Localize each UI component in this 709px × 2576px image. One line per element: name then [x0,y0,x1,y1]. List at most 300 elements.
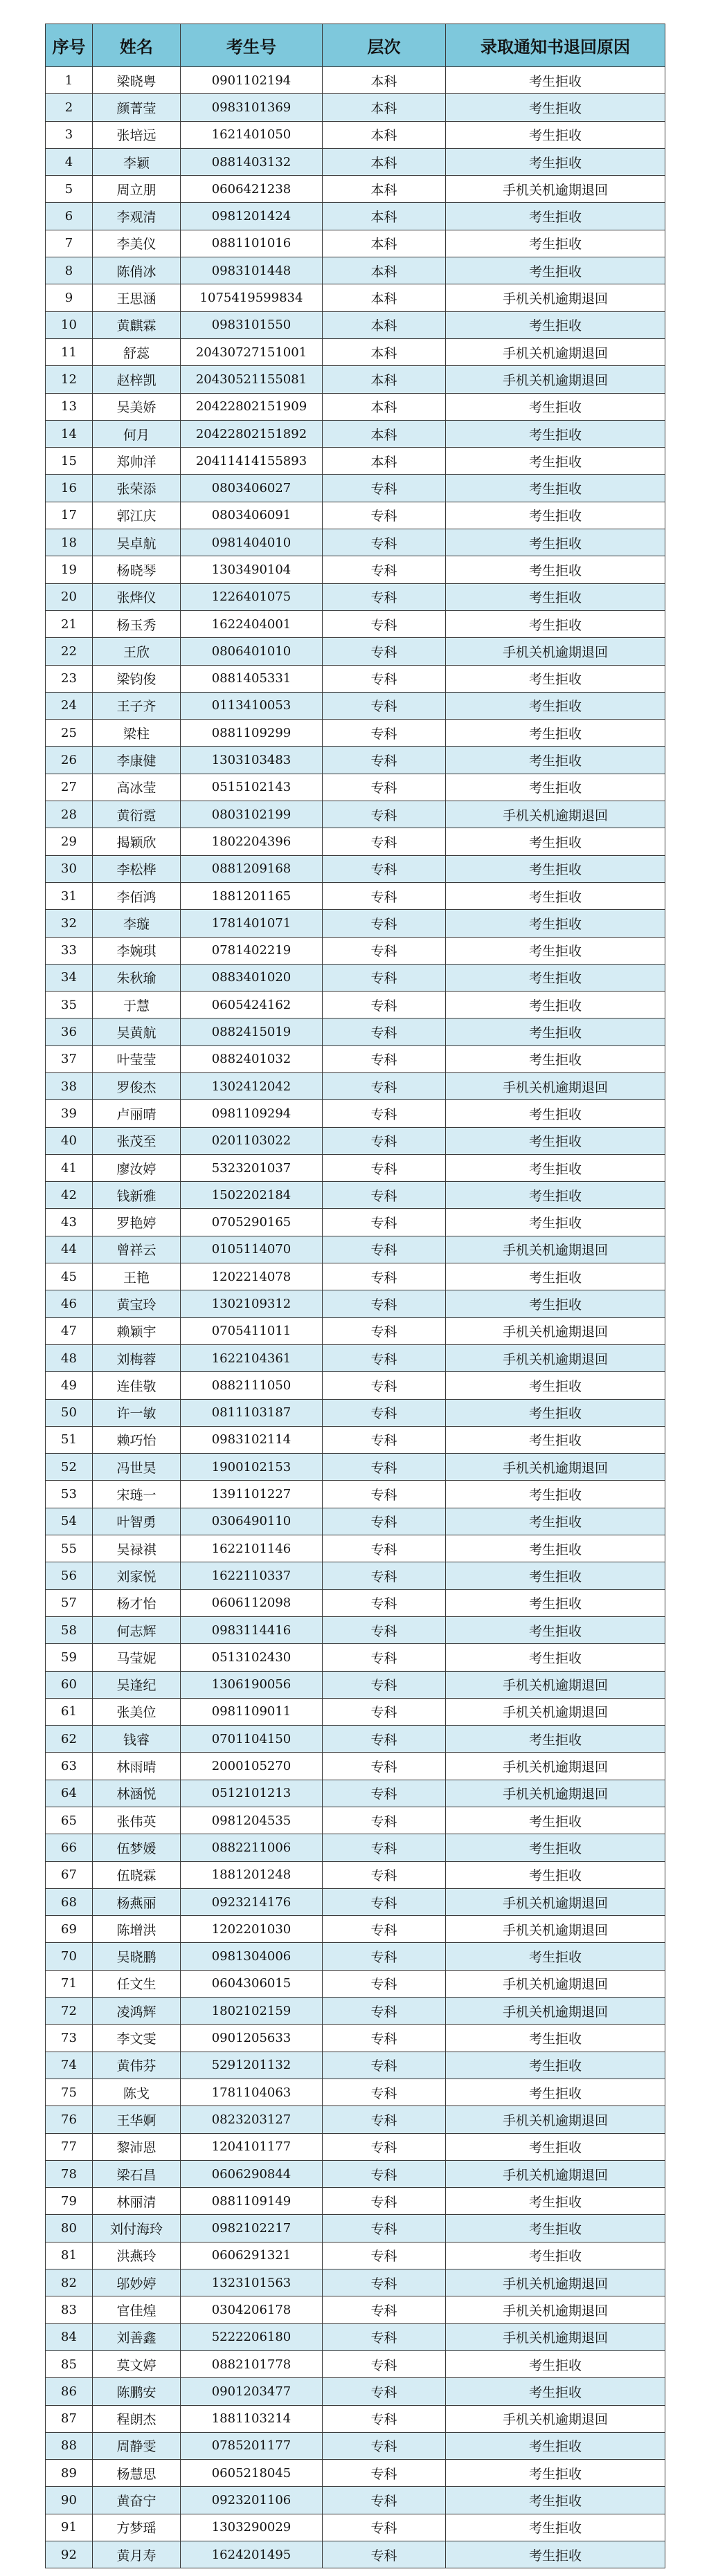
cell-level: 本科 [323,257,446,284]
table-row [46,284,665,311]
cell-name: 陈俏冰 [93,257,181,284]
cell-return-reason: 考生拒收 [446,2432,665,2459]
cell-return-reason: 考生拒收 [446,1481,665,1508]
cell-candidate-number: 1303490104 [181,556,323,583]
cell-level: 本科 [323,393,446,420]
cell-serial-number: 57 [46,1589,93,1616]
table-row [46,747,665,774]
cell-level: 专科 [323,1508,446,1535]
cell-return-reason: 考生拒收 [446,1943,665,1970]
table-row [46,1072,665,1099]
cell-name: 叶莹莹 [93,1045,181,1072]
table-row [46,2378,665,2405]
cell-name: 赖颖宇 [93,1317,181,1344]
cell-serial-number: 54 [46,1508,93,1535]
cell-return-reason: 考生拒收 [446,448,665,475]
cell-return-reason: 考生拒收 [446,1807,665,1834]
table-row [46,2242,665,2269]
cell-level: 专科 [323,1290,446,1317]
cell-candidate-number: 0882211006 [181,1834,323,1861]
cell-name: 黄麒霖 [93,311,181,338]
cell-level: 专科 [323,2106,446,2133]
cell-name: 梁石昌 [93,2160,181,2187]
cell-return-reason: 手机关机逾期退回 [446,176,665,203]
cell-return-reason: 手机关机逾期退回 [446,2106,665,2133]
cell-serial-number: 15 [46,448,93,475]
table-row [46,2106,665,2133]
cell-level: 专科 [323,910,446,937]
header-return-reason: 录取通知书退回原因 [446,24,665,67]
cell-candidate-number: 20422802151892 [181,420,323,447]
cell-serial-number: 75 [46,2079,93,2105]
cell-candidate-number: 0823203127 [181,2106,323,2133]
cell-serial-number: 53 [46,1481,93,1508]
cell-serial-number: 56 [46,1562,93,1589]
cell-candidate-number: 0705290165 [181,1209,323,1236]
cell-serial-number: 79 [46,2188,93,2215]
cell-serial-number: 6 [46,203,93,230]
cell-return-reason: 手机关机逾期退回 [446,638,665,665]
table-row [46,1290,665,1317]
cell-level: 专科 [323,774,446,801]
table-header [46,24,665,67]
cell-candidate-number: 0983102114 [181,1426,323,1453]
cell-candidate-number: 1306190056 [181,1671,323,1698]
cell-level: 专科 [323,2079,446,2105]
cell-return-reason: 考生拒收 [446,828,665,855]
cell-serial-number: 67 [46,1861,93,1888]
cell-candidate-number: 1802102159 [181,1998,323,2025]
cell-level: 本科 [323,121,446,148]
cell-candidate-number: 0901102194 [181,67,323,94]
cell-candidate-number: 1502202184 [181,1182,323,1209]
cell-candidate-number: 0981201424 [181,203,323,230]
cell-level: 专科 [323,583,446,610]
cell-serial-number: 91 [46,2514,93,2541]
cell-return-reason: 考生拒收 [446,1045,665,1072]
cell-return-reason: 考生拒收 [446,720,665,747]
cell-serial-number: 50 [46,1399,93,1426]
cell-candidate-number: 0811103187 [181,1399,323,1426]
cell-name: 张伟英 [93,1807,181,1834]
cell-level: 专科 [323,1671,446,1698]
cell-name: 吴卓航 [93,529,181,556]
cell-level: 专科 [323,1154,446,1181]
cell-return-reason: 考生拒收 [446,556,665,583]
cell-candidate-number: 1303290029 [181,2514,323,2541]
header-serial-number: 序号 [46,24,93,67]
table-row [46,964,665,991]
cell-return-reason: 手机关机逾期退回 [446,1780,665,1807]
cell-level: 本科 [323,311,446,338]
cell-serial-number: 23 [46,665,93,692]
cell-return-reason: 手机关机逾期退回 [446,366,665,393]
cell-name: 伍梦媛 [93,1834,181,1861]
cell-return-reason: 考生拒收 [446,2460,665,2487]
cell-candidate-number: 0882401032 [181,1045,323,1072]
table-row [46,1508,665,1535]
cell-serial-number: 10 [46,311,93,338]
cell-name: 李观清 [93,203,181,230]
cell-candidate-number: 1881201165 [181,882,323,909]
cell-serial-number: 69 [46,1916,93,1943]
cell-level: 专科 [323,1698,446,1725]
cell-candidate-number: 0606290844 [181,2160,323,2187]
cell-serial-number: 46 [46,1290,93,1317]
cell-return-reason: 考生拒收 [446,257,665,284]
cell-serial-number: 78 [46,2160,93,2187]
cell-candidate-number: 0513102430 [181,1644,323,1671]
cell-level: 专科 [323,2133,446,2160]
cell-serial-number: 14 [46,420,93,447]
cell-name: 黄奋宁 [93,2487,181,2514]
table-row [46,1399,665,1426]
cell-level: 专科 [323,855,446,882]
cell-candidate-number: 0983101448 [181,257,323,284]
table-row [46,2296,665,2323]
cell-serial-number: 35 [46,992,93,1018]
cell-level: 本科 [323,420,446,447]
cell-return-reason: 手机关机逾期退回 [446,1753,665,1780]
cell-name: 曾祥云 [93,1236,181,1263]
table-row [46,1100,665,1127]
table-row [46,2405,665,2432]
cell-return-reason: 考生拒收 [446,1861,665,1888]
cell-name: 连佳敬 [93,1372,181,1399]
cell-serial-number: 18 [46,529,93,556]
table-row [46,529,665,556]
cell-serial-number: 83 [46,2296,93,2323]
cell-candidate-number: 0881403132 [181,148,323,175]
cell-level: 专科 [323,937,446,964]
cell-return-reason: 考生拒收 [446,311,665,338]
cell-return-reason: 考生拒收 [446,1726,665,1753]
cell-serial-number: 55 [46,1535,93,1562]
cell-return-reason: 手机关机逾期退回 [446,2160,665,2187]
cell-candidate-number: 1622110337 [181,1562,323,1589]
cell-return-reason: 考生拒收 [446,1154,665,1181]
cell-return-reason: 考生拒收 [446,583,665,610]
cell-level: 专科 [323,1072,446,1099]
cell-level: 专科 [323,610,446,637]
table-row [46,311,665,338]
cell-level: 专科 [323,1045,446,1072]
cell-level: 专科 [323,1426,446,1453]
cell-name: 李文雯 [93,2025,181,2052]
cell-level: 本科 [323,148,446,175]
cell-serial-number: 60 [46,1671,93,1698]
table-row [46,2079,665,2105]
cell-name: 颜菁莹 [93,94,181,121]
cell-return-reason: 考生拒收 [446,1589,665,1616]
cell-serial-number: 19 [46,556,93,583]
cell-candidate-number: 1622101146 [181,1535,323,1562]
cell-serial-number: 66 [46,1834,93,1861]
cell-name: 官佳煌 [93,2296,181,2323]
cell-name: 李康健 [93,747,181,774]
cell-name: 陈鹏安 [93,2378,181,2405]
cell-candidate-number: 1302109312 [181,1290,323,1317]
cell-name: 凌鸿辉 [93,1998,181,2025]
cell-level: 本科 [323,203,446,230]
cell-candidate-number: 0781402219 [181,937,323,964]
table-row [46,1698,665,1725]
cell-name: 何月 [93,420,181,447]
cell-return-reason: 考生拒收 [446,1290,665,1317]
cell-return-reason: 考生拒收 [446,2487,665,2514]
cell-name: 宋琏一 [93,1481,181,1508]
cell-level: 专科 [323,2160,446,2187]
cell-return-reason: 考生拒收 [446,964,665,991]
cell-return-reason: 手机关机逾期退回 [446,1454,665,1481]
cell-serial-number: 70 [46,1943,93,1970]
cell-level: 专科 [323,638,446,665]
cell-return-reason: 考生拒收 [446,475,665,502]
cell-name: 梁钧俊 [93,665,181,692]
table-body [46,67,665,2568]
cell-name: 李璇 [93,910,181,937]
cell-name: 张烨仪 [93,583,181,610]
cell-level: 专科 [323,1344,446,1371]
cell-return-reason: 考生拒收 [446,2188,665,2215]
cell-level: 本科 [323,176,446,203]
cell-return-reason: 考生拒收 [446,774,665,801]
cell-return-reason: 手机关机逾期退回 [446,801,665,828]
cell-return-reason: 手机关机逾期退回 [446,338,665,365]
table-row [46,1807,665,1834]
cell-serial-number: 9 [46,284,93,311]
cell-return-reason: 考生拒收 [446,937,665,964]
cell-name: 黄衍霓 [93,801,181,828]
table-row [46,1045,665,1072]
cell-name: 赖巧怡 [93,1426,181,1453]
cell-return-reason: 考生拒收 [446,747,665,774]
cell-serial-number: 2 [46,94,93,121]
cell-candidate-number: 0201103022 [181,1127,323,1154]
cell-return-reason: 手机关机逾期退回 [446,1916,665,1943]
cell-return-reason: 考生拒收 [446,1127,665,1154]
cell-name: 李颖 [93,148,181,175]
cell-return-reason: 考生拒收 [446,1644,665,1671]
table-row [46,1861,665,1888]
cell-candidate-number: 0981109294 [181,1100,323,1127]
cell-level: 专科 [323,1998,446,2025]
cell-return-reason: 考生拒收 [446,1182,665,1209]
cell-candidate-number: 0113410053 [181,692,323,719]
cell-candidate-number: 0606112098 [181,1589,323,1616]
cell-candidate-number: 1622104361 [181,1344,323,1371]
cell-name: 郑帅洋 [93,448,181,475]
table-row [46,2188,665,2215]
cell-name: 罗俊杰 [93,1072,181,1099]
cell-serial-number: 13 [46,393,93,420]
cell-name: 赵梓凯 [93,366,181,393]
table-row [46,2025,665,2052]
cell-candidate-number: 20430727151001 [181,338,323,365]
cell-level: 专科 [323,1888,446,1915]
cell-return-reason: 手机关机逾期退回 [446,1344,665,1371]
cell-level: 专科 [323,2514,446,2541]
table-row [46,2350,665,2377]
cell-candidate-number: 0883401020 [181,964,323,991]
cell-serial-number: 73 [46,2025,93,2052]
table-row [46,1236,665,1263]
cell-serial-number: 84 [46,2323,93,2350]
cell-candidate-number: 1781401071 [181,910,323,937]
cell-level: 专科 [323,1481,446,1508]
table-row [46,720,665,747]
cell-name: 梁晓粤 [93,67,181,94]
cell-serial-number: 29 [46,828,93,855]
table-row [46,1182,665,1209]
cell-name: 吴禄祺 [93,1535,181,1562]
cell-serial-number: 44 [46,1236,93,1263]
cell-name: 吴晓鹏 [93,1943,181,1970]
table-row [46,2215,665,2242]
cell-return-reason: 手机关机逾期退回 [446,1888,665,1915]
cell-level: 专科 [323,2242,446,2269]
cell-serial-number: 47 [46,1317,93,1344]
cell-return-reason: 考生拒收 [446,1100,665,1127]
cell-candidate-number: 0881405331 [181,665,323,692]
cell-return-reason: 考生拒收 [446,1834,665,1861]
cell-serial-number: 16 [46,475,93,502]
cell-level: 专科 [323,2487,446,2514]
cell-serial-number: 4 [46,148,93,175]
cell-serial-number: 48 [46,1344,93,1371]
cell-return-reason: 手机关机逾期退回 [446,1072,665,1099]
cell-return-reason: 手机关机逾期退回 [446,1698,665,1725]
cell-candidate-number: 0785201177 [181,2432,323,2459]
cell-name: 黄宝玲 [93,1290,181,1317]
cell-candidate-number: 1781104063 [181,2079,323,2105]
returned-notices-sheet [45,24,665,2568]
cell-serial-number: 42 [46,1182,93,1209]
cell-candidate-number: 0803406027 [181,475,323,502]
header-name: 姓名 [93,24,181,67]
cell-level: 专科 [323,1753,446,1780]
cell-candidate-number: 0806401010 [181,638,323,665]
cell-candidate-number: 5291201132 [181,2052,323,2079]
cell-name: 杨晓琴 [93,556,181,583]
cell-level: 专科 [323,1780,446,1807]
cell-candidate-number: 0604306015 [181,1970,323,1997]
table-row [46,2133,665,2160]
table-row [46,1834,665,1861]
cell-serial-number: 68 [46,1888,93,1915]
cell-level: 本科 [323,230,446,257]
cell-name: 高冰莹 [93,774,181,801]
cell-name: 李美仪 [93,230,181,257]
cell-level: 专科 [323,2188,446,2215]
cell-level: 专科 [323,1616,446,1643]
table-row [46,2052,665,2079]
cell-serial-number: 7 [46,230,93,257]
cell-candidate-number: 0923201106 [181,2487,323,2514]
table-row [46,1018,665,1045]
cell-name: 王华婀 [93,2106,181,2133]
cell-candidate-number: 0882101778 [181,2350,323,2377]
cell-return-reason: 考生拒收 [446,529,665,556]
cell-name: 吴美娇 [93,393,181,420]
cell-name: 黄月寿 [93,2541,181,2568]
cell-return-reason: 考生拒收 [446,1426,665,1453]
cell-level: 专科 [323,1399,446,1426]
cell-name: 黎沛恩 [93,2133,181,2160]
cell-candidate-number: 0901203477 [181,2378,323,2405]
table-row [46,2432,665,2459]
cell-serial-number: 25 [46,720,93,747]
cell-name: 陈增洪 [93,1916,181,1943]
cell-return-reason: 考生拒收 [446,1535,665,1562]
cell-candidate-number: 1202201030 [181,1916,323,1943]
cell-candidate-number: 0606421238 [181,176,323,203]
table-row [46,1726,665,1753]
cell-serial-number: 63 [46,1753,93,1780]
cell-name: 朱秋瑜 [93,964,181,991]
table-row [46,828,665,855]
table-row [46,774,665,801]
table-row [46,2541,665,2568]
cell-level: 专科 [323,1562,446,1589]
cell-return-reason: 考生拒收 [446,148,665,175]
cell-level: 专科 [323,720,446,747]
cell-serial-number: 40 [46,1127,93,1154]
cell-candidate-number: 1323101563 [181,2269,323,2296]
cell-level: 专科 [323,992,446,1018]
cell-name: 王欣 [93,638,181,665]
cell-return-reason: 考生拒收 [446,502,665,529]
cell-candidate-number: 0304206178 [181,2296,323,2323]
cell-serial-number: 12 [46,366,93,393]
cell-name: 何志辉 [93,1616,181,1643]
cell-candidate-number: 0981404010 [181,529,323,556]
cell-name: 林雨晴 [93,1753,181,1780]
cell-name: 林丽清 [93,2188,181,2215]
cell-candidate-number: 0605218045 [181,2460,323,2487]
table-row [46,2460,665,2487]
cell-candidate-number: 1204101177 [181,2133,323,2160]
table-row [46,121,665,148]
table-row [46,910,665,937]
cell-candidate-number: 0512101213 [181,1780,323,1807]
table-row [46,1562,665,1589]
cell-name: 刘家悦 [93,1562,181,1589]
cell-name: 杨才怡 [93,1589,181,1616]
cell-return-reason: 考生拒收 [446,2350,665,2377]
table-row [46,855,665,882]
cell-serial-number: 33 [46,937,93,964]
cell-return-reason: 考生拒收 [446,2541,665,2568]
cell-candidate-number: 0515102143 [181,774,323,801]
cell-level: 专科 [323,1100,446,1127]
cell-level: 专科 [323,665,446,692]
cell-candidate-number: 1624201495 [181,2541,323,2568]
cell-name: 王子齐 [93,692,181,719]
cell-level: 专科 [323,2405,446,2432]
cell-level: 专科 [323,964,446,991]
cell-serial-number: 51 [46,1426,93,1453]
table-row [46,882,665,909]
table-row [46,1344,665,1371]
table-row [46,1454,665,1481]
cell-return-reason: 手机关机逾期退回 [446,2405,665,2432]
cell-return-reason: 考生拒收 [446,1616,665,1643]
cell-candidate-number: 1621401050 [181,121,323,148]
cell-return-reason: 考生拒收 [446,1372,665,1399]
cell-name: 任文生 [93,1970,181,1997]
cell-level: 专科 [323,692,446,719]
